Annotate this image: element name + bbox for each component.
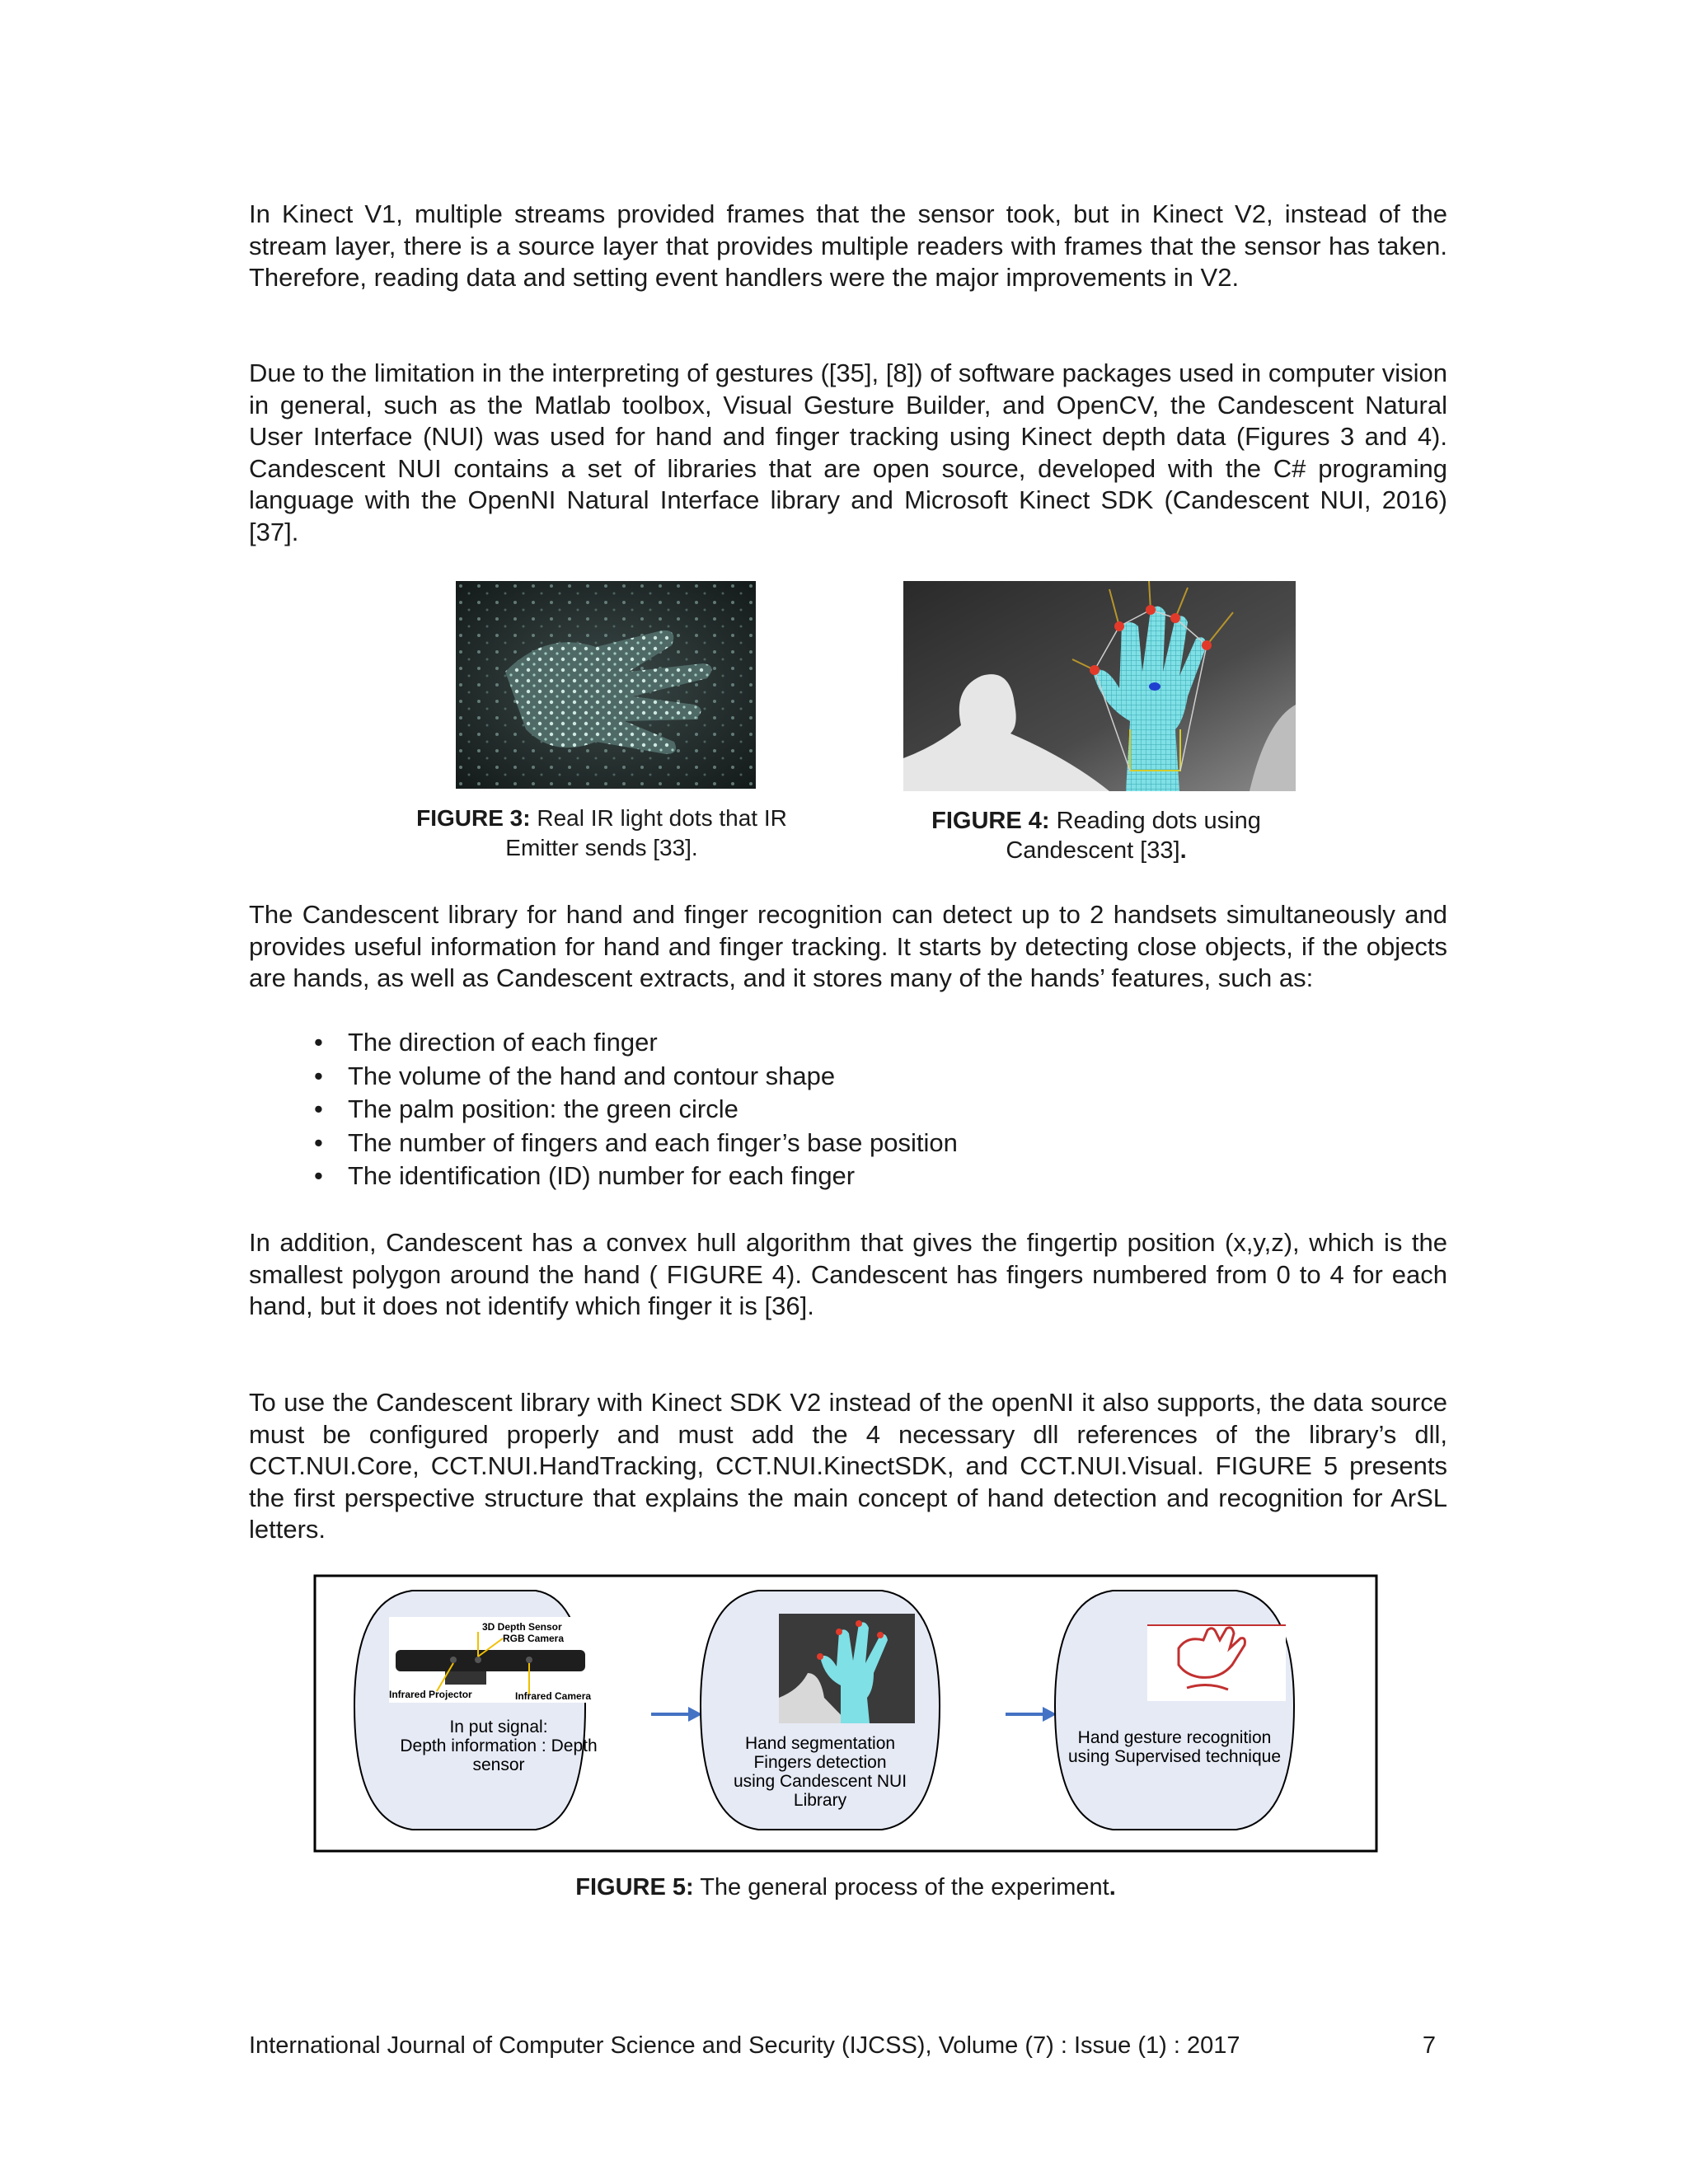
paragraph-kinect-v2: In Kinect V1, multiple streams provided frames that the sensor took, but in Kinect V2, instead of the stream layer, there is a source layer that provides multiple readers with frames that the sensor has taken. Therefore, reading data and setting event handlers were the major improvements in V2. (249, 199, 1447, 292)
node-segmentation-line2: Fingers detection (753, 1753, 887, 1772)
list-item: • The identification (ID) number for each finger (249, 1160, 1447, 1193)
kinect-projector-label: Infrared Projector (389, 1689, 472, 1700)
node-input-line2: Depth information : Depth (400, 1736, 598, 1755)
node-input-line1: In put signal: (449, 1718, 548, 1736)
figure-5-caption (313, 1872, 1378, 1902)
figure-5-label: FIGURE 5: (575, 1874, 694, 1900)
figure-3-caption (387, 804, 816, 863)
paragraph-dll-setup: To use the Candescent library with Kinect SDK V2 instead of the openNI it also supports, the data source must be configured properly and must add the 4 necessary dll references of the library’s dll, CCT.NUI.Core, CCT.NUI.HandTracking, CCT.NUI.KinectSDK, and CCT.NUI.Visual. FIGURE 5 presents the first perspective structure that explains the main concept of hand detection and recognition for ArSL letters. (249, 1388, 1447, 1544)
figure-4-caption-end: . (1179, 837, 1187, 864)
figure-4-caption (890, 806, 1302, 865)
paragraph-convex-hull: In addition, Candescent has a convex hull algorithm that gives the fingertip position (x,y,z), which is the smallest polygon around the hand ( FIGURE 4). Candescent has fingers numbered from 0 to 4 for each hand, but it does not identify which finger it is [36]. (249, 1228, 1447, 1320)
page-footer (249, 2032, 1436, 2060)
kinect-depth-sensor-label: 3D Depth Sensor (482, 1621, 562, 1633)
kinect-sensor-base (445, 1671, 486, 1685)
page-number: 7 (1422, 2032, 1436, 2059)
paragraph-candescent-features: The Candescent library for hand and finger recognition can detect up to 2 handsets simultaneously and provides useful information for hand and finger tracking. It starts by detecting close objects, if the objects are hands, as well as Candescent extracts, and it stores many of the hands’ features, such as: (249, 900, 1447, 992)
node-segmentation-line1: Hand segmentation (744, 1734, 896, 1753)
paragraph-candescent-intro: Due to the limitation in the interpreting of gestures ([35], [8]) of software packages used in computer vision in general, such as the Matlab toolbox, Visual Gesture Builder, and OpenCV, the Candescent Natural User Interface (NUI) was used for hand and finger tracking using Kinect depth data (Figures 3 and 4). Candescent NUI contains a set of libraries that are open source, developed with the C# programing language with the OpenNI Natural Interface library and Microsoft Kinect SDK (Candescent NUI, 2016) [37]. (249, 359, 1447, 546)
kinect-rgb-camera-label: RGB Camera (503, 1633, 565, 1644)
kinect-ir-camera-label: Infrared Camera (515, 1690, 592, 1702)
node-segmentation-line4: Library (793, 1791, 847, 1810)
figure-5-caption-end: . (1109, 1874, 1116, 1900)
list-item: • The volume of the hand and contour shape (249, 1060, 1447, 1094)
figure-3-image (456, 581, 756, 789)
figure-4-image (903, 581, 1296, 791)
journal-citation: International Journal of Computer Science and Security (IJCSS), Volume (7) : Issue (1) : 2017 (249, 2032, 1240, 2059)
figure-4-label: FIGURE 4: (931, 808, 1050, 834)
figure-5-caption-text: The general process of the experiment (700, 1874, 1109, 1900)
figure-4-caption-line2: Candescent [33] (1006, 837, 1180, 864)
figure-5-diagram (313, 1574, 1378, 1854)
node-segmentation-line3: using Candescent NUI (733, 1772, 907, 1791)
list-item: • The number of fingers and each finger’s base position (249, 1127, 1447, 1160)
node-input-line3: sensor (472, 1755, 525, 1774)
figure-4-caption-line1: Reading dots using (1056, 808, 1261, 834)
figure-3-caption-line2: Emitter sends [33]. (505, 835, 698, 860)
figure-3-caption-line1: Real IR light dots that IR (537, 805, 787, 831)
node-recognition-line1: Hand gesture recognition (1077, 1728, 1272, 1747)
list-item: • The direction of each finger (249, 1026, 1447, 1060)
node-recognition-line2: using Supervised technique (1067, 1747, 1282, 1766)
list-item: • The palm position: the green circle (249, 1093, 1447, 1127)
feature-list (249, 1026, 1447, 1193)
gesture-sketch-image (1147, 1625, 1286, 1701)
kinect-sensor-body (396, 1650, 585, 1671)
figure-3-label: FIGURE 3: (416, 805, 531, 831)
